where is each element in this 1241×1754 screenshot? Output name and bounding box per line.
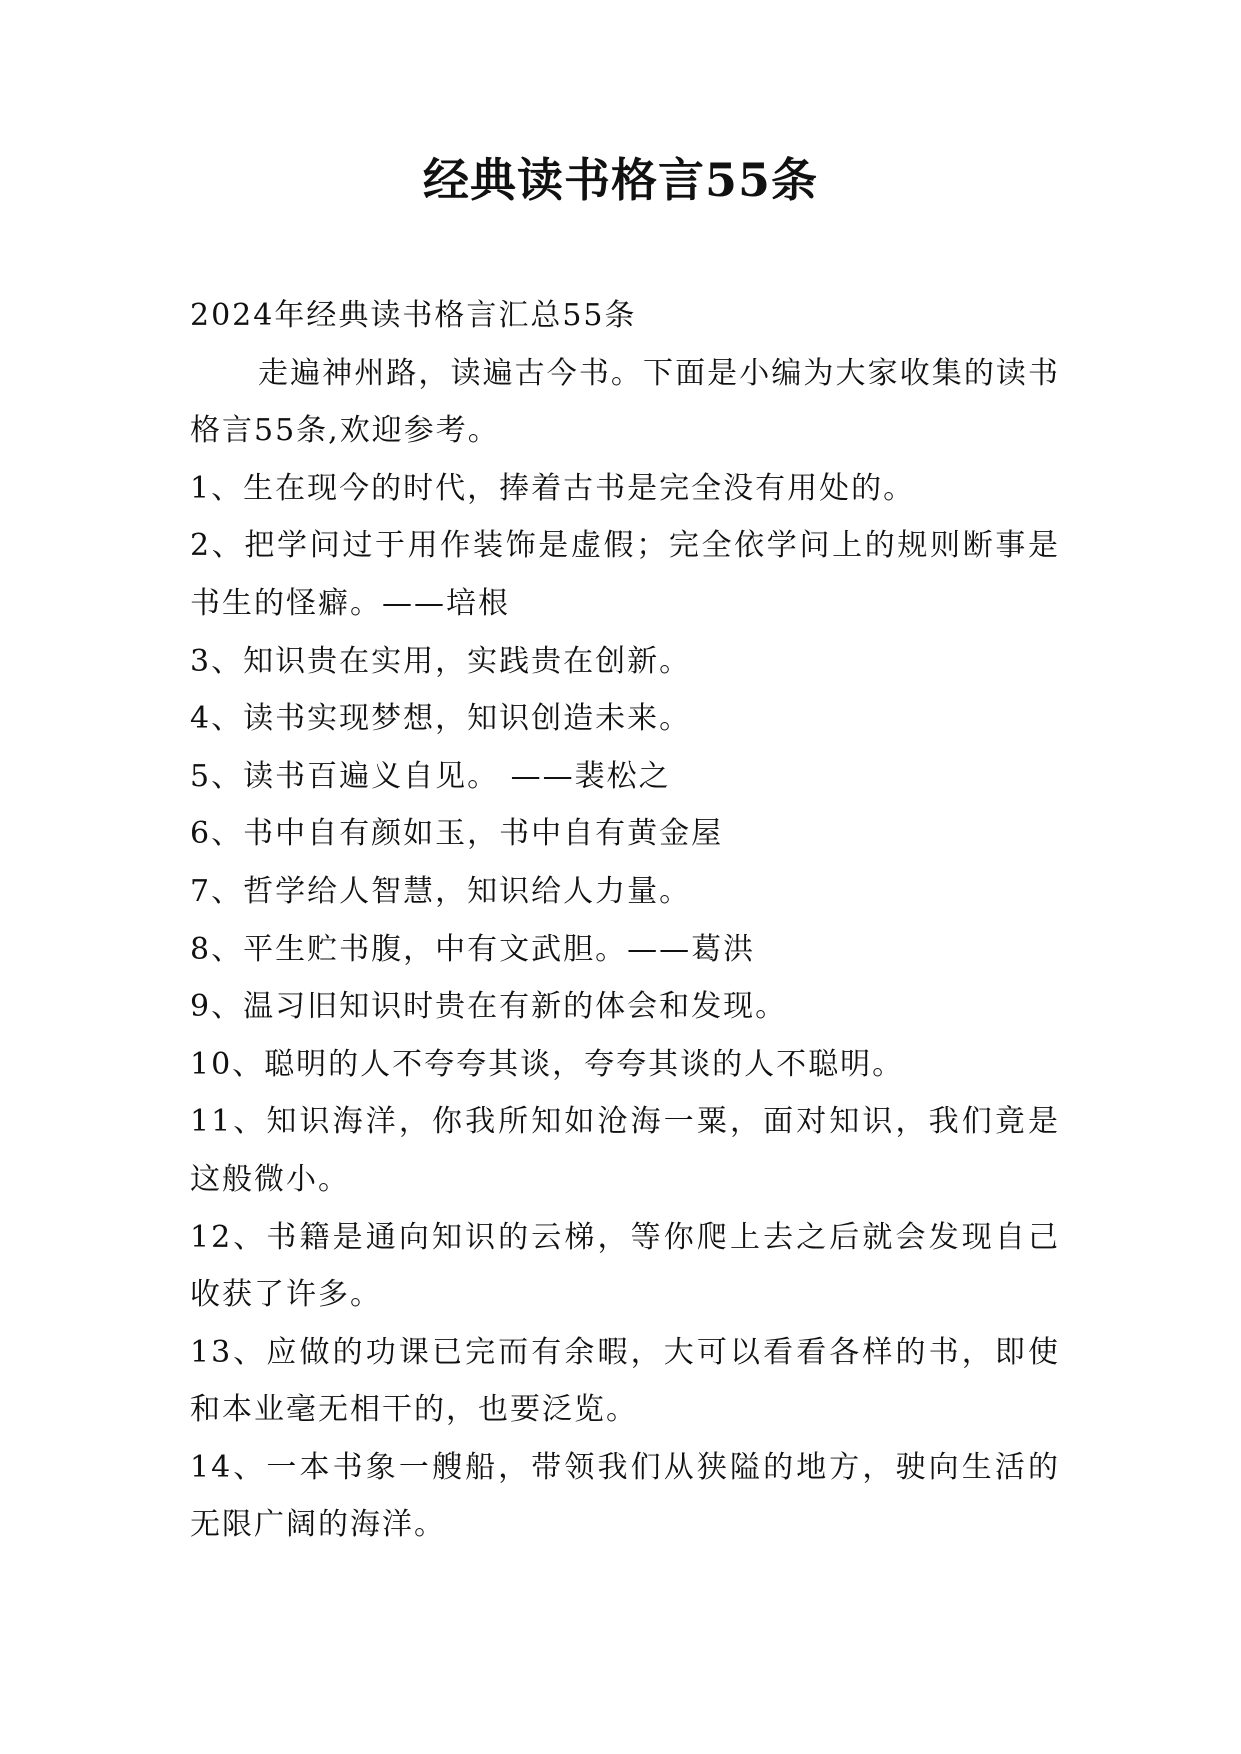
intro-paragraph: 走遍神州路，读遍古今书。下面是小编为大家收集的读书格言55条,欢迎参考。	[190, 355, 1060, 449]
quote-item-9: 9、温习旧知识时贵在有新的体会和发现。	[190, 989, 788, 1025]
quote-item-5: 5、读书百遍义自见。 ——裴松之	[190, 758, 671, 794]
document-body	[190, 287, 1060, 1554]
quote-item-13: 13、应做的功课已完而有余暇，大可以看看各样的书，即使和本业毫无相干的，也要泛览。	[190, 1334, 1060, 1428]
quote-item-2: 2、把学问过于用作装饰是虚假；完全依学问上的规则断事是书生的怪癖。——培根	[190, 528, 1060, 621]
document-subtitle: 2024年经典读书格言汇总55条	[190, 298, 637, 333]
quote-item-8: 8、平生贮书腹，中有文武胆。——葛洪	[190, 931, 756, 967]
quote-item-12: 12、书籍是通向知识的云梯，等你爬上去之后就会发现自己收获了许多。	[190, 1219, 1060, 1313]
quote-item-7: 7、哲学给人智慧，知识给人力量。	[190, 873, 692, 909]
quote-item-1: 1、生在现今的时代，捧着古书是完全没有用处的。	[190, 470, 916, 506]
quote-item-6: 6、书中自有颜如玉，书中自有黄金屋	[190, 816, 724, 852]
document-title: 经典读书格言55条	[422, 153, 818, 207]
quote-item-3: 3、知识贵在实用，实践贵在创新。	[190, 643, 692, 679]
quote-item-11: 11、知识海洋，你我所知如沧海一粟，面对知识，我们竟是这般微小。	[190, 1104, 1060, 1197]
quote-item-14: 14、一本书象一艘船，带领我们从狭隘的地方，驶向生活的无限广阔的海洋。	[190, 1449, 1060, 1543]
quote-item-10: 10、聪明的人不夸夸其谈，夸夸其谈的人不聪明。	[190, 1046, 905, 1082]
quote-item-4: 4、读书实现梦想，知识创造未来。	[190, 701, 692, 737]
